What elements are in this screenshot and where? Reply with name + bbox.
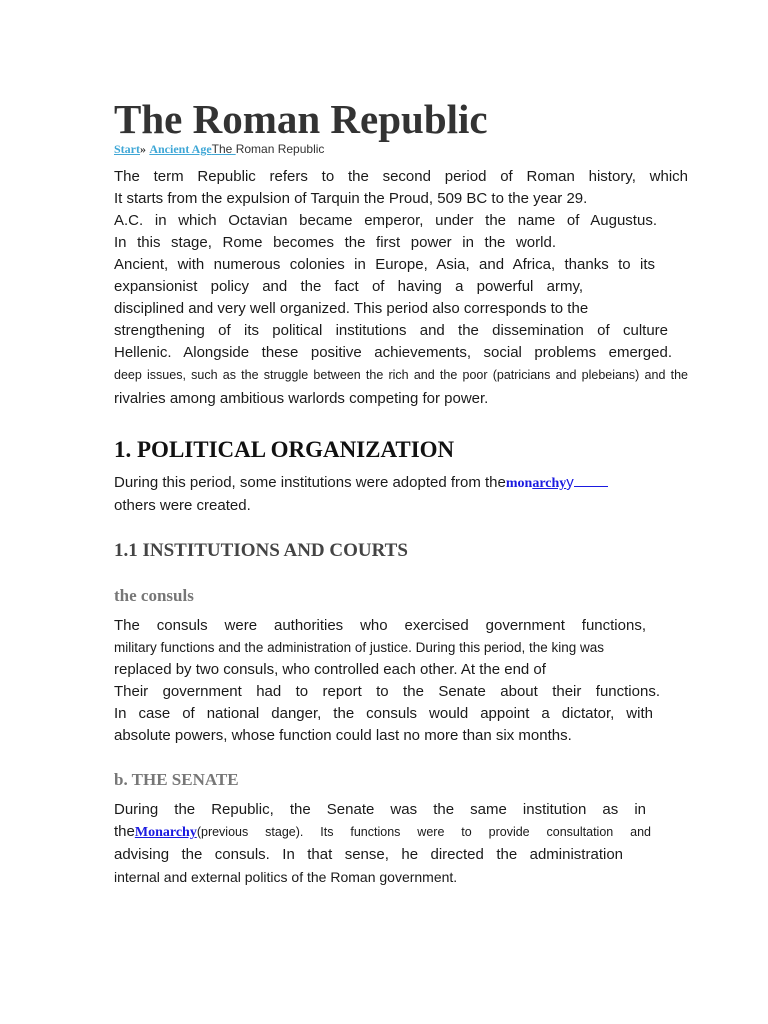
consuls-line: absolute powers, whose function could last no more than six months. <box>114 727 572 744</box>
intro-line: Ancient, with numerous colonies in Europe, Asia, and Africa, thanks to its <box>114 256 655 273</box>
consuls-line: Their government had to report to the Senate about their functions. <box>114 683 660 700</box>
intro-line: deep issues, such as the struggle between the rich and the poor (patricians and plebeians) and the <box>114 368 688 382</box>
intro-line: A.C. in which Octavian became emperor, under the name of Augustus. <box>114 212 657 229</box>
intro-line: Hellenic. Alongside these positive achievements, social problems emerged. <box>114 344 672 361</box>
breadcrumb-current-prefix: The <box>211 142 236 156</box>
intro-paragraph <box>114 166 688 410</box>
section-heading-institutions: 1.1 INSTITUTIONS AND COURTS <box>114 540 408 561</box>
consuls-line: military functions and the administration of justice. During this period, the king was <box>114 640 604 655</box>
subheading-senate: b. THE SENATE <box>114 770 239 789</box>
breadcrumb-current: Roman Republic <box>235 142 325 156</box>
intro-line: It starts from the expulsion of Tarquin the Proud, 509 BC to the year 29. <box>114 190 588 207</box>
senate-paragraph <box>114 799 688 888</box>
link-underline <box>574 472 608 487</box>
political-organization-line: During this period, some institutions were adopted from themonarchyy <box>114 472 688 495</box>
political-organization-line: others were created. <box>114 497 251 514</box>
monarchy-link-senate[interactable]: Monarchy <box>134 825 197 840</box>
senate-line: theMonarchy (previous stage). Its functions were to provide consultation and <box>114 821 651 844</box>
senate-line: During the Republic, the Senate was the same institution as in <box>114 801 646 818</box>
breadcrumb-ancient-age-link[interactable]: Ancient Age <box>149 142 212 156</box>
intro-line: strengthening of its political institutions and the dissemination of culture <box>114 322 668 339</box>
section-heading-political-organization: 1. POLITICAL ORGANIZATION <box>114 437 455 462</box>
senate-line: internal and external politics of the Roman government. <box>114 869 458 885</box>
breadcrumb-start-link[interactable]: Start <box>114 142 140 156</box>
document-page <box>114 96 688 888</box>
consuls-line: replaced by two consuls, who controlled each other. At the end of <box>114 661 546 678</box>
breadcrumb-separator: » <box>140 142 146 156</box>
intro-line: expansionist policy and the fact of having a powerful army, <box>114 278 583 295</box>
senate-line-rest: (previous stage). Its functions were to provide consultation and <box>196 825 651 839</box>
consuls-paragraph <box>114 615 688 747</box>
intro-line: In this stage, Rome becomes the first power in the world. <box>114 234 556 251</box>
intro-line: The term Republic refers to the second period of Roman history, which <box>114 168 688 185</box>
subheading-consuls: the consuls <box>114 586 194 605</box>
consuls-line: The consuls were authorities who exercised government functions, <box>114 617 646 634</box>
intro-line: disciplined and very well organized. This period also corresponds to the <box>114 300 589 317</box>
breadcrumb <box>114 142 688 156</box>
intro-line: rivalries among ambitious warlords competing for power. <box>114 390 489 407</box>
senate-line: advising the consuls. In that sense, he directed the administration <box>114 846 623 863</box>
page-title: The Roman Republic <box>114 96 488 142</box>
monarchy-link[interactable]: monarchy <box>505 476 567 491</box>
consuls-line: In case of national danger, the consuls would appoint a dictator, with <box>114 705 653 722</box>
